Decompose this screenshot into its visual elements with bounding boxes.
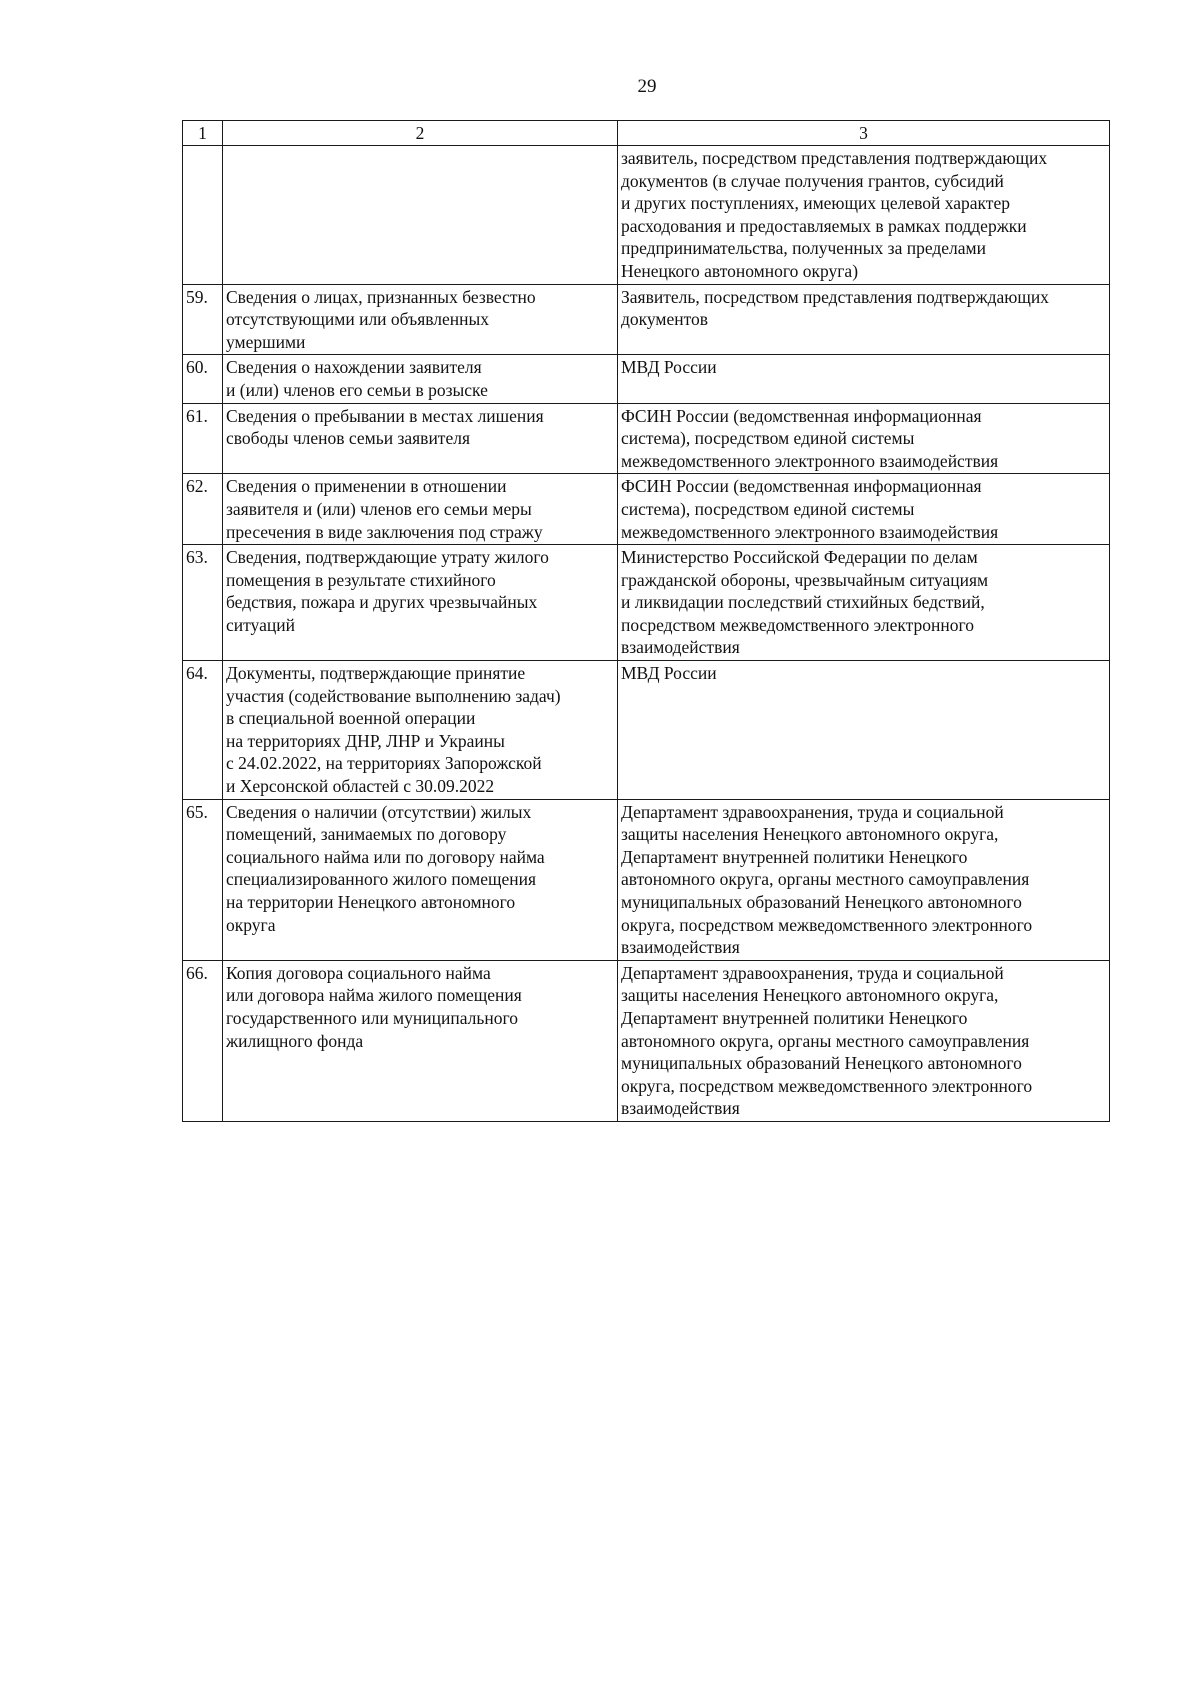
source-line: защиты населения Ненецкого автономного округа, [621, 985, 999, 1006]
info-line: на территориях ДНР, ЛНР и Украины [226, 730, 505, 751]
info-line: государственного или муниципального [226, 1007, 518, 1028]
info-line: Сведения о наличии (отсутствии) жилых [226, 801, 532, 822]
source-line: посредством межведомственного электронного [621, 614, 974, 635]
source-cell [618, 284, 1110, 355]
source-line: округа, посредством межведомственного электронного [621, 914, 1033, 935]
table-row [183, 403, 1110, 474]
info-line: умершими [226, 331, 306, 352]
info-line: Сведения о применении в отношении [226, 476, 507, 497]
row-number: 61. [183, 403, 223, 474]
row-number [183, 146, 223, 285]
column-header-2: 2 [223, 121, 618, 146]
source-line: и других поступлениях, имеющих целевой характер [621, 193, 1010, 214]
column-header-3: 3 [618, 121, 1110, 146]
source-line: взаимодействия [621, 637, 740, 658]
source-line: система), посредством единой системы [621, 428, 915, 449]
source-line: защиты населения Ненецкого автономного округа, [621, 824, 999, 845]
info-line: Сведения о нахождении заявителя [226, 357, 482, 378]
source-cell [618, 661, 1110, 800]
source-line: Заявитель, посредством представления подтверждающих [621, 286, 1049, 307]
source-line: межведомственного электронного взаимодействия [621, 450, 999, 471]
source-line: документов [621, 309, 709, 330]
info-line: Сведения о лицах, признанных безвестно [226, 286, 536, 307]
table-row [183, 799, 1110, 960]
source-line: муниципальных образований Ненецкого автономного [621, 892, 1022, 912]
source-line: Департамент здравоохранения, труда и социальной [621, 962, 1004, 983]
info-line: Документы, подтверждающие принятие [226, 663, 526, 684]
table-row [183, 474, 1110, 545]
info-line: бедствия, пожара и других чрезвычайных [226, 592, 538, 613]
source-line: МВД России [621, 357, 717, 378]
source-line: предпринимательства, полученных за пределами [621, 238, 986, 259]
table-row [183, 284, 1110, 355]
info-cell [223, 284, 618, 355]
info-line: и (или) членов его семьи в розыске [226, 379, 488, 400]
info-line: специализированного жилого помещения [226, 869, 537, 890]
source-line: МВД России [621, 663, 717, 684]
source-line: округа, посредством межведомственного электронного [621, 1075, 1033, 1096]
source-line: гражданской обороны, чрезвычайным ситуациям [621, 569, 989, 590]
info-line: Сведения, подтверждающие утрату жилого [226, 547, 549, 568]
info-line: жилищного фонда [226, 1030, 364, 1051]
row-number: 59. [183, 284, 223, 355]
source-cell [618, 960, 1110, 1121]
source-line: взаимодействия [621, 937, 740, 958]
info-line: и Херсонской областей с 30.09.2022 [226, 776, 495, 797]
source-line: автономного округа, органы местного самоуправления [621, 869, 1030, 890]
info-line: участия (содействование выполнению задач) [226, 685, 561, 706]
info-line: помещения в результате стихийного [226, 569, 496, 590]
row-number: 66. [183, 960, 223, 1121]
info-line: помещений, занимаемых по договору [226, 824, 507, 845]
table-row [183, 146, 1110, 285]
source-cell [618, 403, 1110, 474]
row-number: 62. [183, 474, 223, 545]
source-line: расходования и предоставляемых в рамках поддержки [621, 215, 1027, 236]
source-cell [618, 799, 1110, 960]
source-cell [618, 474, 1110, 545]
info-cell [223, 403, 618, 474]
source-cell [618, 355, 1110, 403]
info-line: Сведения о пребывании в местах лишения [226, 405, 544, 426]
source-line: ФСИН России (ведомственная информационная [621, 405, 982, 426]
source-line: и ликвидации последствий стихийных бедствий, [621, 592, 985, 613]
info-line: с 24.02.2022, на территориях Запорожской [226, 753, 542, 774]
source-line: взаимодействия [621, 1098, 740, 1119]
table-header-row [183, 121, 1110, 146]
info-cell [223, 661, 618, 800]
info-cell [223, 355, 618, 403]
column-header-1: 1 [183, 121, 223, 146]
info-line: ситуаций [226, 614, 295, 635]
source-cell [618, 545, 1110, 661]
source-line: система), посредством единой системы [621, 498, 915, 519]
source-cell [618, 146, 1110, 285]
source-line: документов (в случае получения грантов, субсидий [621, 170, 1004, 191]
info-line: отсутствующими или объявленных [226, 309, 490, 330]
info-line: социального найма или по договору найма [226, 846, 545, 867]
info-line: на территории Ненецкого автономного [226, 892, 516, 912]
info-line: заявителя и (или) членов его семьи меры [226, 498, 532, 519]
table-row [183, 960, 1110, 1121]
row-number: 60. [183, 355, 223, 403]
source-line: Департамент внутренней политики Ненецкого [621, 846, 968, 867]
source-line: автономного округа, органы местного самоуправления [621, 1030, 1030, 1051]
info-line: в специальной военной операции [226, 708, 476, 729]
row-number: 64. [183, 661, 223, 800]
source-line: Департамент внутренней политики Ненецкого [621, 1007, 968, 1028]
row-number: 63. [183, 545, 223, 661]
source-line: муниципальных образований Ненецкого автономного [621, 1053, 1022, 1074]
info-cell [223, 146, 618, 285]
info-cell [223, 545, 618, 661]
table-row [183, 355, 1110, 403]
info-cell [223, 960, 618, 1121]
info-cell [223, 474, 618, 545]
info-line: Копия договора социального найма [226, 962, 491, 983]
page-number: 29 [637, 76, 657, 97]
info-cell [223, 799, 618, 960]
table-row [183, 545, 1110, 661]
source-line: Департамент здравоохранения, труда и социальной [621, 801, 1004, 822]
info-line: свободы членов семьи заявителя [226, 428, 471, 449]
table-row [183, 661, 1110, 800]
source-line: Ненецкого автономного округа) [621, 260, 859, 281]
data-table [182, 120, 1110, 1122]
row-number: 65. [183, 799, 223, 960]
info-line: пресечения в виде заключения под стражу [226, 521, 543, 542]
info-line: или договора найма жилого помещения [226, 985, 522, 1006]
source-line: заявитель, посредством представления подтверждающих [621, 148, 1048, 168]
info-line: округа [226, 914, 276, 935]
source-line: межведомственного электронного взаимодействия [621, 521, 999, 542]
source-line: ФСИН России (ведомственная информационная [621, 476, 982, 497]
source-line: Министерство Российской Федерации по делам [621, 547, 978, 568]
